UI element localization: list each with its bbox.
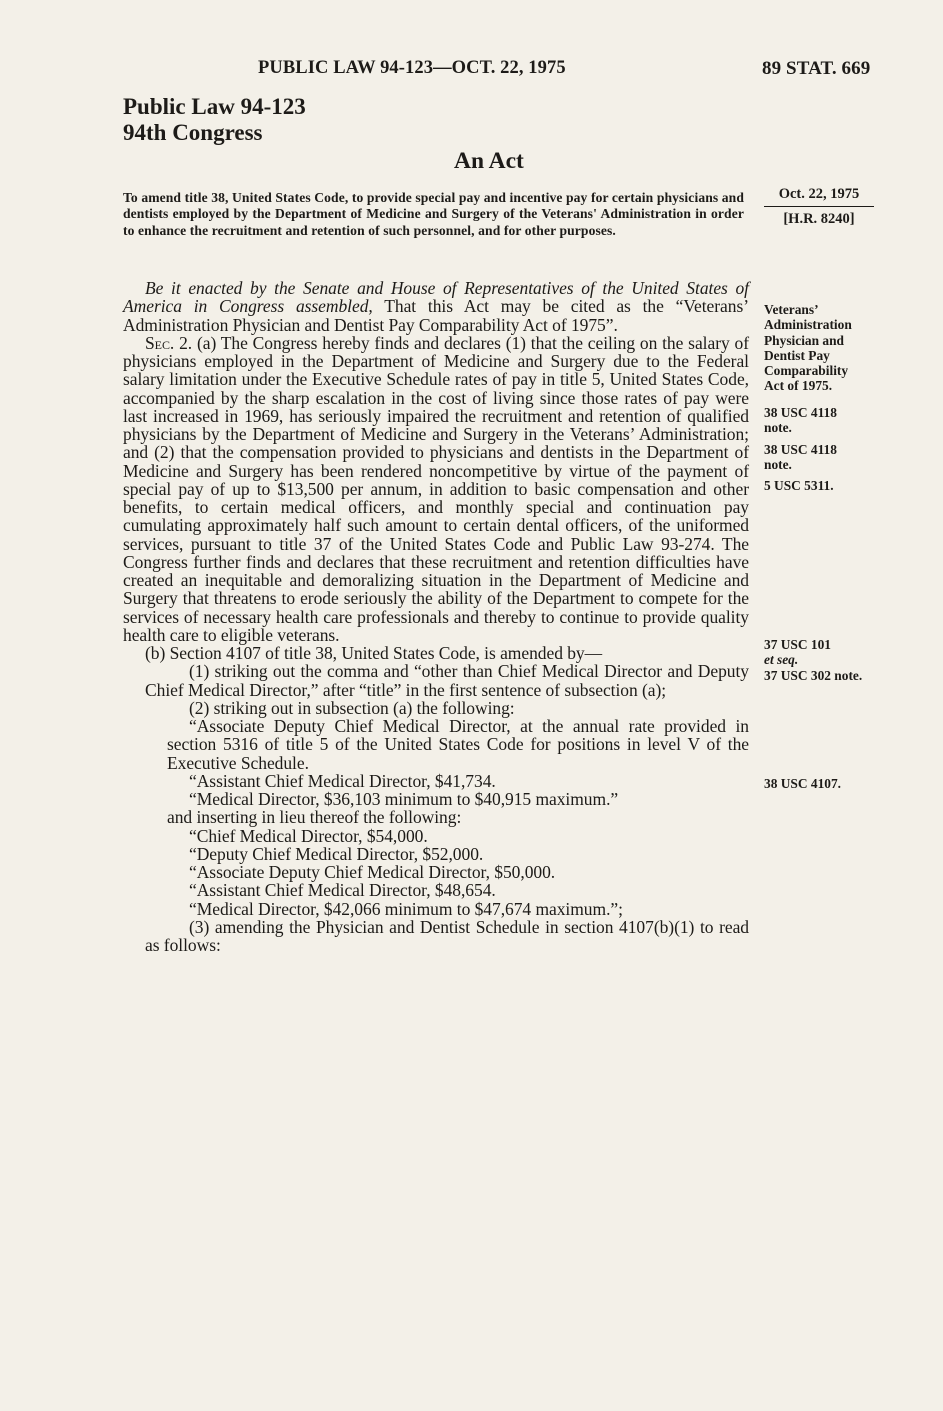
amendment-item-3: (3) amending the Physician and Dentist Schedule in section 4107(b)(1) to read as follows: xyxy=(145,916,749,955)
margin-note-usc-5311: 5 USC 5311. xyxy=(764,478,834,493)
act-body xyxy=(123,279,749,954)
margin-note-line: Administration xyxy=(764,317,852,333)
short-title-text: That this Act may be cited as the “Veterans’ Administration Physician and Dentist Pay Comparability Act of 1975”. xyxy=(123,296,749,335)
section-2-a xyxy=(123,334,749,644)
statute-page-number: 89 STAT. 669 xyxy=(762,58,871,79)
struck-assistant-chief: “Assistant Chief Medical Director, $41,734. xyxy=(189,770,496,791)
margin-note-usc-4118-b xyxy=(764,442,904,473)
running-head: PUBLIC LAW 94-123—OCT. 22, 1975 xyxy=(258,58,566,78)
margin-note-citation: 37 USC 101 xyxy=(764,637,831,652)
law-number: Public Law 94-123 xyxy=(123,94,306,119)
margin-note-citation: 37 USC 302 note. xyxy=(764,667,863,683)
margin-note-line: Comparability xyxy=(764,363,849,379)
bill-number: [H.R. 8240] xyxy=(783,211,855,227)
and-inserting: and inserting in lieu thereof the following: xyxy=(167,807,462,828)
law-title-block xyxy=(123,94,306,146)
margin-note-citation: 38 USC 4118 xyxy=(764,405,837,420)
margin-note-line: Dentist Pay xyxy=(764,347,830,363)
enacting-clause xyxy=(123,279,749,334)
act-heading: An Act xyxy=(454,148,524,174)
section-2-a-text: (a) The Congress hereby finds and declares (1) that the ceiling on the salary of physicians employed in the Department of Medicine and Surgery due to the Federal salary limitation under the Executive Schedule rates of pay in title 5, United States Code, accompanied by the sharp escalation in the cost of living since those rates of pay were last increased in 1969, has seriously impaired the recruitment and retention of qualified physicians by the Department of Medicine and Surgery in the Veterans’ Administration; and (2) that the compensation provided to physicians and dentists in the Department of Medicine and Surgery has been rendered noncompetitive by virtue of the payment of special pay of up to $13,500 per annum, in addition to basic compensation and other benefits, to certain medical officers, and monthly special and continuation pay cumulating approximately half such amount to certain dental officers, of the uniformed services, pursuant to title 37 of the United States Code and Public Law 93-274. The Congress further finds and declares that these recruitment and retention difficulties have created an inequitable and demoralizing situation in the Department of Medicine and Surgery that threatens to erode seriously the ability of the Department to compete for the services of necessary health care professionals and thereby to continue to provide quality health care to eligible veterans. xyxy=(123,332,749,645)
amendment-item-2: (2) striking out in subsection (a) the following: xyxy=(189,697,515,718)
margin-note-usc-4118-a xyxy=(764,405,904,436)
congress-number: 94th Congress xyxy=(123,120,263,145)
margin-note-usc-101 xyxy=(764,637,904,683)
struck-associate-deputy-text: “Associate Deputy Chief Medical Director, at the annual rate provided in section 5316 of title 5 of the United States Code for positions in level V of the Executive Schedule. xyxy=(167,716,749,773)
struck-medical-director: “Medical Director, $36,103 minimum to $40,915 maximum.” xyxy=(189,789,619,809)
inserted-chief: “Chief Medical Director, $54,000. xyxy=(189,825,428,846)
margin-note-line: Act of 1975. xyxy=(764,378,833,394)
section-2-b: (b) Section 4107 of title 38, United States Code, is amended by— xyxy=(145,643,603,663)
inserted-assistant-chief: “Assistant Chief Medical Director, $48,654. xyxy=(189,880,496,901)
date-block xyxy=(764,186,874,228)
inserted-deputy: “Deputy Chief Medical Director, $52,000. xyxy=(189,843,484,864)
margin-note-usc-4107: 38 USC 4107. xyxy=(764,776,842,791)
struck-associate-deputy xyxy=(123,717,749,772)
margin-note-line: Veterans’ xyxy=(764,302,819,317)
section-label: Sec. 2. xyxy=(145,332,193,353)
inserted-medical-director: “Medical Director, $42,066 minimum to $47,674 maximum.”; xyxy=(189,898,623,919)
margin-note-et-seq: et seq. xyxy=(764,652,799,668)
margin-note-line: Physician and xyxy=(764,332,844,348)
margin-note-citation-note: note. xyxy=(764,457,792,473)
margin-note-citation-note: note. xyxy=(764,420,792,436)
inserted-associate-deputy: “Associate Deputy Chief Medical Director, $50,000. xyxy=(189,862,556,882)
margin-note-short-title xyxy=(764,302,904,394)
amendment-item-1-text: (1) striking out the comma and “other than Chief Medical Director and Deputy Chief Medical Director,” after “title” in the first sentence of subsection (a); xyxy=(145,661,749,700)
act-purpose: To amend title 38, United States Code, to provide special pay and incentive pay for certain physicians and dentists employed by the Department of Medicine and Surgery of the Veterans' Administration in order to enhance the recruitment and retention of such personnel, and for other purposes. xyxy=(123,190,744,238)
amendment-item-1 xyxy=(123,662,749,699)
enactment-date: Oct. 22, 1975 xyxy=(764,186,874,207)
enacting-formula: Be it enacted by the Senate and House of Representatives of the United States of America in Congress assembled, xyxy=(123,278,749,317)
margin-note-citation: 38 USC 4118 xyxy=(764,442,837,457)
